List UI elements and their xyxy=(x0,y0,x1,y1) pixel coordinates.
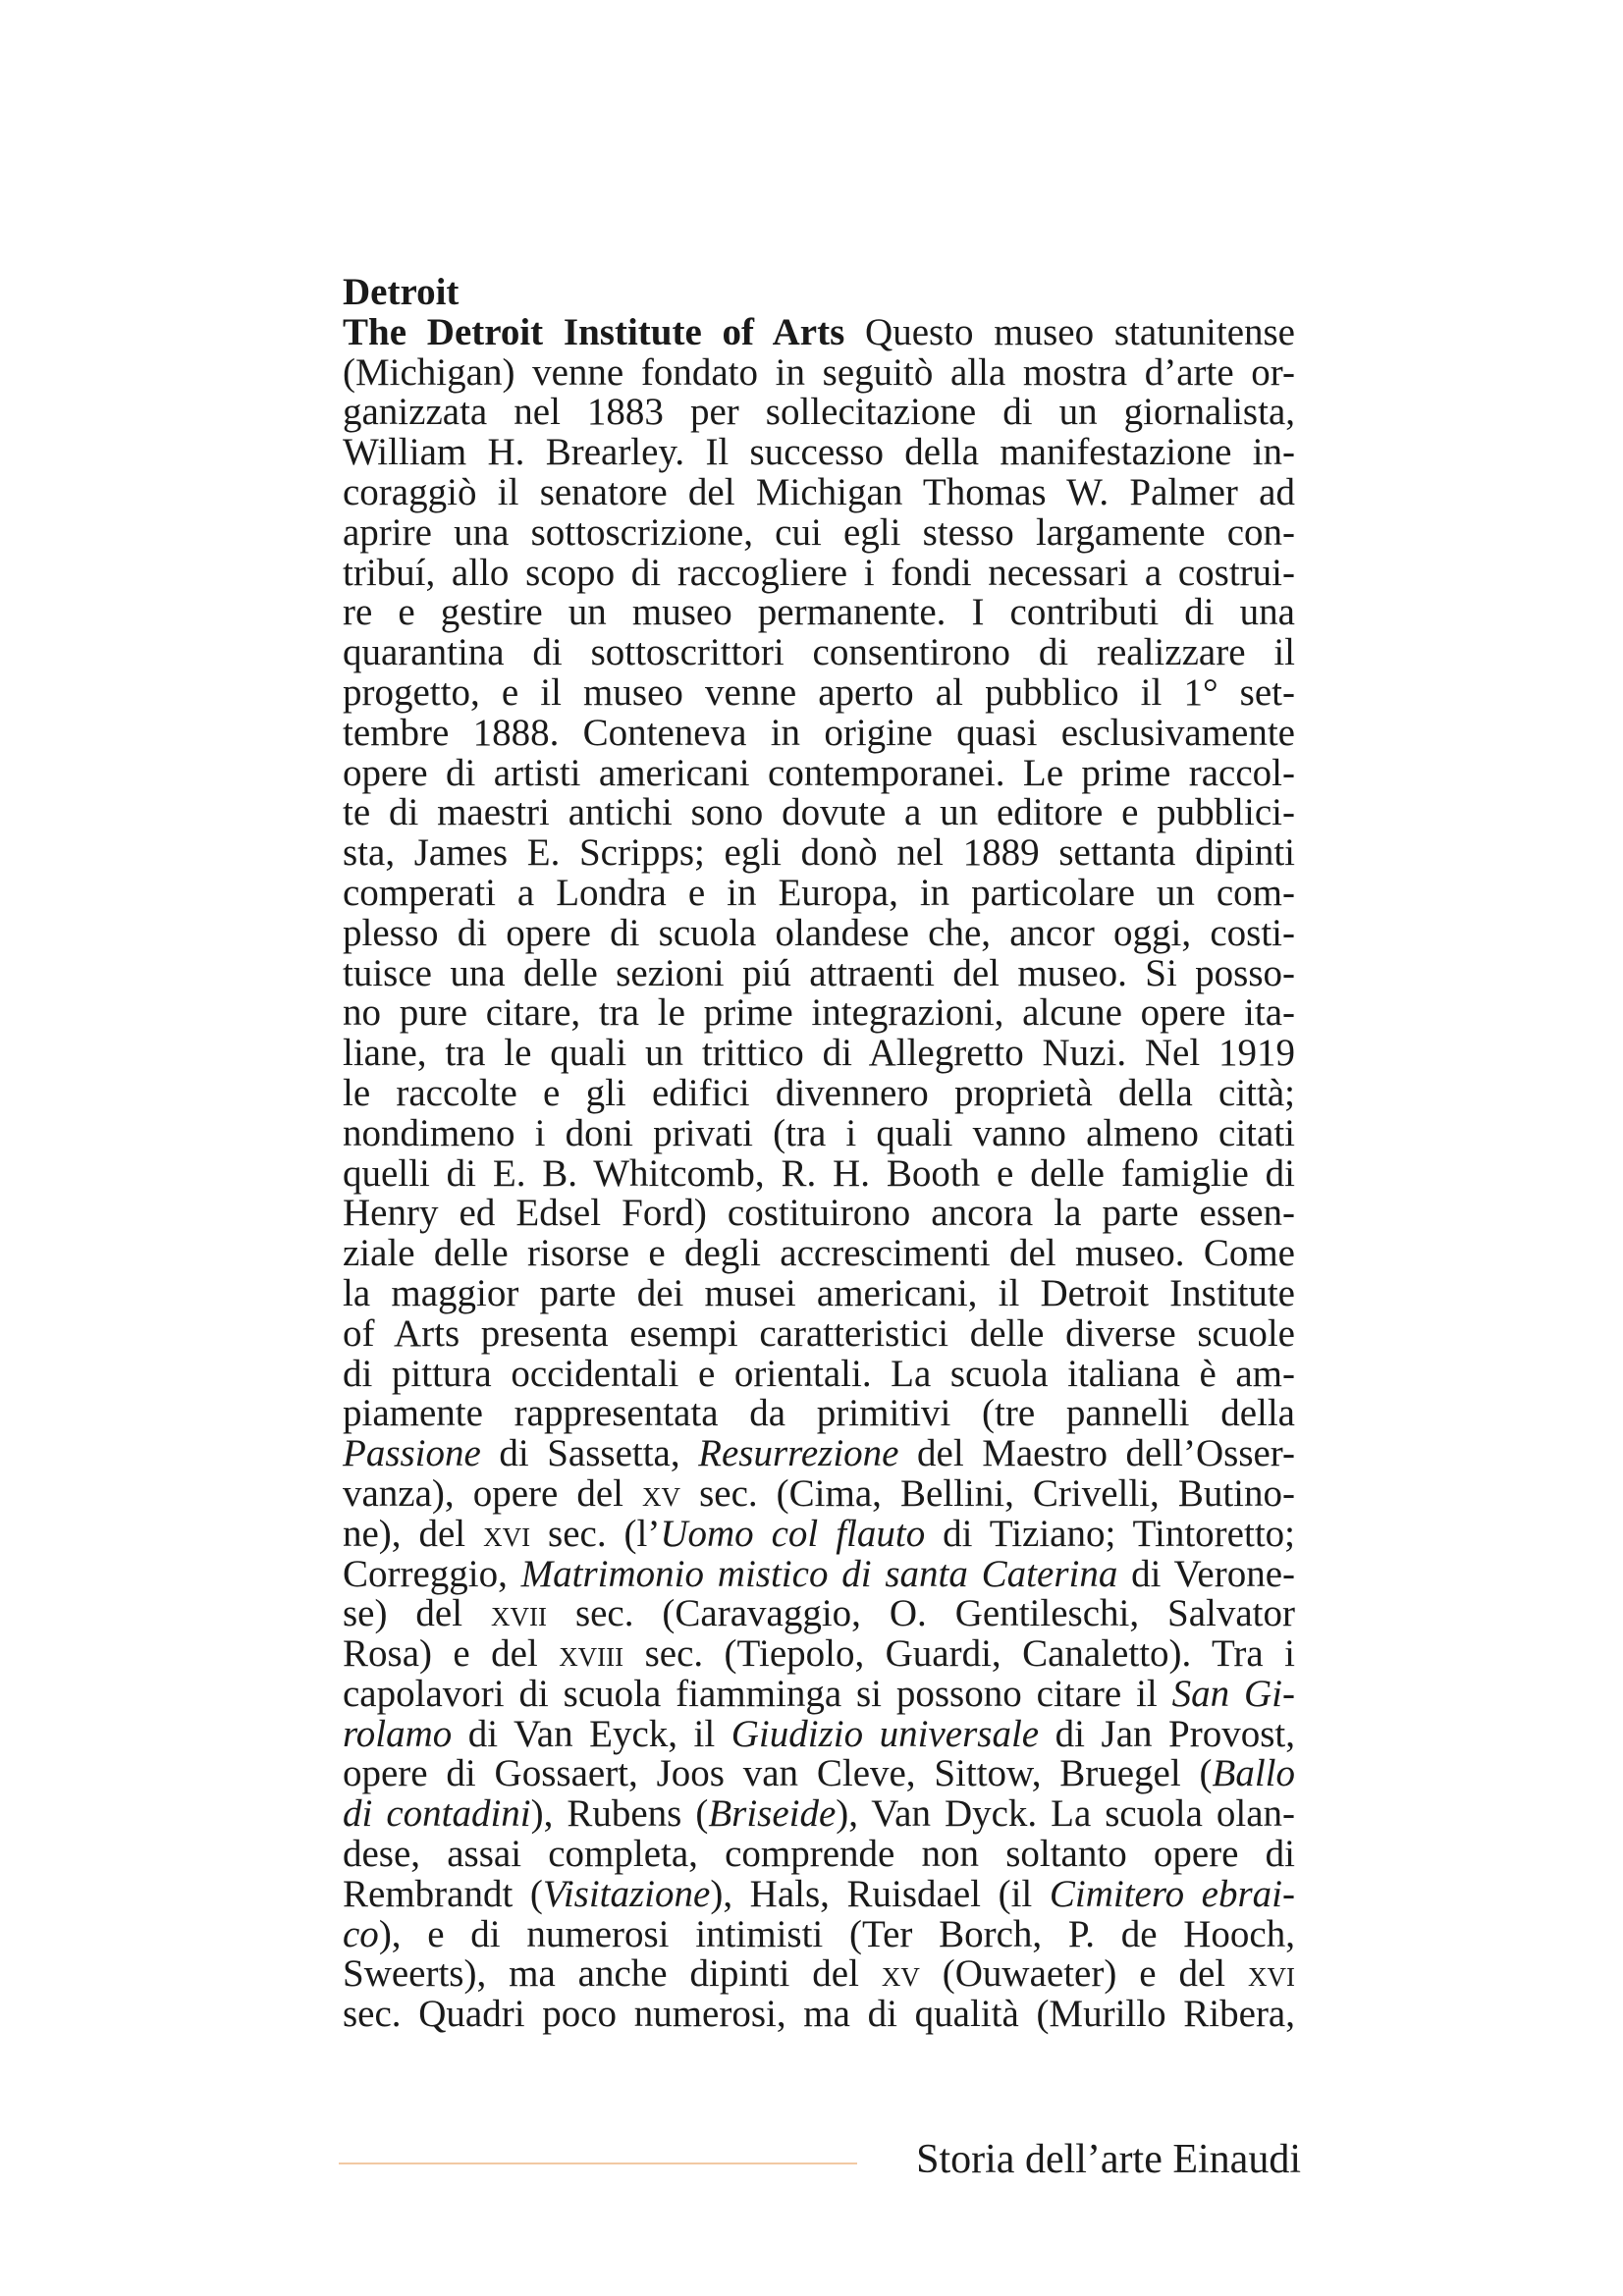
text-run: di Verone- xyxy=(1117,1552,1295,1595)
text-line xyxy=(343,633,1295,673)
italic-title: co xyxy=(343,1912,379,1955)
century-numeral: xviii xyxy=(559,1632,624,1676)
text-line xyxy=(343,1995,1295,2035)
text-line xyxy=(343,1552,1295,1595)
footer-rule xyxy=(339,2163,857,2164)
text-run: quelli di E. B. Whitcomb, R. H. Booth e delle famiglie di xyxy=(343,1151,1295,1195)
entry-title: The Detroit Institute of Arts xyxy=(343,310,845,353)
text-run: opere di Gossaert, Joos van Cleve, Sittow, Bruegel ( xyxy=(343,1752,1213,1795)
text-line xyxy=(343,1712,1295,1755)
article-body xyxy=(343,310,1296,2036)
text-run: di Van Eyck, il xyxy=(452,1712,731,1755)
text-line xyxy=(343,433,1295,473)
text-run: Questo museo statunitense xyxy=(844,310,1295,353)
text-run: aprire una sottoscrizione, cui egli stesso largamente con- xyxy=(343,510,1295,554)
text-line xyxy=(343,1394,1295,1434)
text-run: Sweerts), ma anche dipinti del xyxy=(343,1952,882,1996)
text-run: plesso di opere di scuola olandese che, ancor oggi, costi- xyxy=(343,911,1295,954)
century-numeral: xvi xyxy=(1248,1952,1296,1996)
italic-title: Giudizio universale xyxy=(730,1712,1040,1755)
text-run: di Tiziano; Tintoretto; xyxy=(925,1512,1295,1555)
text-line xyxy=(343,1471,1296,1515)
text-run: ziale delle risorse e degli accrescimenti del museo. Come xyxy=(343,1232,1295,1275)
text-line xyxy=(343,1872,1295,1915)
text-run: sec. (Caravaggio, O. Gentileschi, Salvator xyxy=(547,1592,1296,1635)
text-line xyxy=(343,993,1295,1034)
text-run: ne), del xyxy=(343,1512,484,1555)
text-run: nondimeno i doni privati (tra i quali vanno almeno citati xyxy=(343,1111,1295,1154)
text-run: di pittura occidentali e orientali. La scuola italiana è am- xyxy=(343,1352,1295,1395)
italic-title: Briseide xyxy=(708,1792,837,1836)
century-numeral: xvi xyxy=(483,1512,531,1555)
italic-title: Cimitero ebrai- xyxy=(1049,1872,1295,1915)
text-run: di Sassetta, xyxy=(480,1432,699,1475)
text-line xyxy=(343,1071,1295,1114)
text-run: sec. (l’ xyxy=(530,1512,661,1555)
text-run: ), e di numerosi intimisti (Ter Borch, P. de Hooch, xyxy=(378,1912,1295,1955)
text-run: comperati a Londra e in Europa, in particolare un com- xyxy=(343,871,1295,914)
text-run: ), Van Dyck. La scuola olan- xyxy=(836,1792,1295,1836)
text-run: di Jan Provost, xyxy=(1039,1712,1295,1755)
text-line xyxy=(343,1151,1295,1195)
text-line xyxy=(343,1754,1295,1794)
text-line xyxy=(343,310,1295,353)
italic-title: Ballo xyxy=(1212,1752,1295,1795)
text-line xyxy=(343,1352,1295,1395)
text-line xyxy=(343,1311,1295,1355)
text-line xyxy=(343,470,1295,513)
text-line xyxy=(343,711,1295,754)
text-line xyxy=(343,1672,1295,1715)
italic-title: Uomo col flauto xyxy=(660,1512,926,1555)
text-run: Henry ed Edsel Ford) costituirono ancora la parte essen- xyxy=(343,1192,1295,1235)
text-run: sec. (Cima, Bellini, Crivelli, Butino- xyxy=(680,1471,1296,1515)
century-numeral: xv xyxy=(642,1471,681,1515)
text-run: Rembrandt ( xyxy=(343,1872,543,1915)
text-line xyxy=(343,871,1295,914)
text-run: quarantina di sottoscrittori consentirono di realizzare il xyxy=(343,631,1295,674)
text-run: vanza), opere del xyxy=(343,1471,643,1515)
text-run: sec. Quadri poco numerosi, ma di qualità (Murillo Ribera, xyxy=(343,1993,1295,2036)
text-line xyxy=(343,1594,1295,1634)
italic-title: Visitazione xyxy=(542,1872,711,1915)
text-line xyxy=(343,911,1295,954)
text-line xyxy=(343,1434,1295,1474)
italic-title: San Gi- xyxy=(1171,1672,1295,1715)
text-run: se) del xyxy=(343,1592,492,1635)
text-run: William H. Brearley. Il successo della manifestazione in- xyxy=(343,431,1295,474)
text-line xyxy=(343,951,1295,994)
text-line xyxy=(343,1512,1295,1555)
italic-title: rolamo xyxy=(343,1712,453,1755)
text-run: Correggio, xyxy=(343,1552,521,1595)
text-run: sta, James E. Scripps; egli donò nel 1889 settanta dipinti xyxy=(343,831,1295,875)
text-line xyxy=(343,593,1295,633)
text-line xyxy=(343,1271,1295,1314)
text-line xyxy=(343,510,1295,554)
text-line xyxy=(343,1912,1295,1955)
century-numeral: xv xyxy=(881,1952,920,1996)
text-run: dese, assai completa, comprende non soltanto opere di xyxy=(343,1833,1295,1876)
text-line xyxy=(343,393,1295,433)
text-run: liane, tra le quali un trittico di Allegretto Nuzi. Nel 1919 xyxy=(343,1032,1295,1075)
text-line xyxy=(343,1634,1295,1675)
century-numeral: xvii xyxy=(491,1592,547,1635)
text-run: tribuí, allo scopo di raccogliere i fondi necessari a costrui- xyxy=(343,551,1295,594)
text-run: ganizzata nel 1883 per sollecitazione di un giornalista, xyxy=(343,391,1295,434)
italic-title: Matrimonio mistico di santa Caterina xyxy=(520,1552,1118,1595)
article-text xyxy=(343,273,1295,2035)
text-run: Rosa) e del xyxy=(343,1632,560,1676)
text-run: tuisce una delle sezioni piú attraenti del museo. Si posso- xyxy=(343,951,1295,994)
text-line xyxy=(343,1111,1295,1154)
text-run: coraggiò il senatore del Michigan Thomas W. Palmer ad xyxy=(343,470,1295,513)
text-line xyxy=(343,350,1295,394)
text-line xyxy=(343,751,1295,794)
text-line xyxy=(343,1835,1295,1875)
text-run: te di maestri antichi sono dovute a un editore e pubblici- xyxy=(343,791,1295,834)
italic-title: Resurrezione xyxy=(698,1432,899,1475)
text-run: no pure citare, tra le prime integrazioni, alcune opere ita- xyxy=(343,991,1295,1035)
text-line xyxy=(343,670,1295,714)
text-line xyxy=(343,1194,1295,1234)
text-line xyxy=(343,551,1295,594)
text-run: opere di artisti americani contemporanei. Le prime raccol- xyxy=(343,751,1295,794)
italic-title: di contadini xyxy=(343,1792,531,1836)
text-run: la maggior parte dei musei americani, il Detroit Institute xyxy=(343,1271,1295,1314)
text-run: re e gestire un museo permanente. I contributi di una xyxy=(343,591,1295,634)
text-run: ), Rubens ( xyxy=(530,1792,709,1836)
text-line xyxy=(343,1234,1295,1274)
text-run: piamente rappresentata da primitivi (tre pannelli della xyxy=(343,1392,1295,1435)
text-line xyxy=(343,793,1295,833)
text-run: ), Hals, Ruisdael (il xyxy=(710,1872,1050,1915)
italic-title: Passione xyxy=(343,1432,481,1475)
text-run: (Michigan) venne fondato in seguitò alla mostra d’arte or- xyxy=(343,350,1295,394)
text-run: del Maestro dell’Osser- xyxy=(898,1432,1296,1475)
section-heading: Detroit xyxy=(343,271,460,313)
text-run: le raccolte e gli edifici divennero proprietà della città; xyxy=(343,1071,1295,1114)
text-run: (Ouwaeter) e del xyxy=(919,1952,1249,1996)
text-line xyxy=(343,1034,1295,1074)
text-line xyxy=(343,1954,1295,1995)
footer-publication-title: Storia dell’arte Einaudi xyxy=(916,2137,1301,2182)
text-run: tembre 1888. Conteneva in origine quasi esclusivamente xyxy=(343,711,1295,754)
text-line xyxy=(343,1794,1295,1835)
text-line xyxy=(343,833,1295,874)
text-run: sec. (Tiepolo, Guardi, Canaletto). Tra i xyxy=(623,1632,1295,1676)
text-run: progetto, e il museo venne aperto al pubblico il 1° set- xyxy=(343,670,1295,714)
text-run: capolavori di scuola fiamminga si possono citare il xyxy=(343,1672,1172,1715)
text-run: of Arts presenta esempi caratteristici delle diverse scuole xyxy=(343,1311,1295,1355)
